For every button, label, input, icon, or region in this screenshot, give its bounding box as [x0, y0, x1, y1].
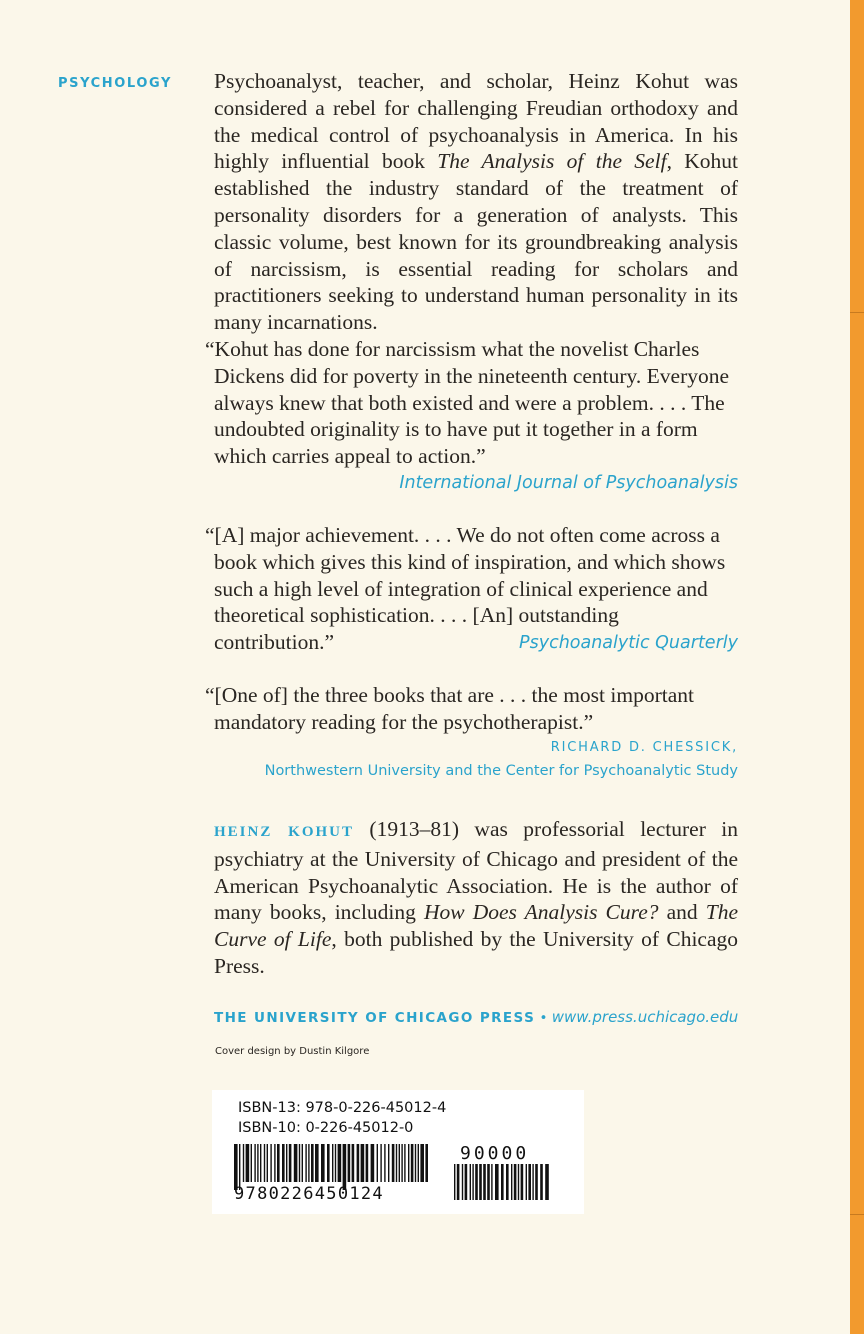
category-label: PSYCHOLOGY [58, 76, 172, 91]
barcode-bar [315, 1144, 319, 1182]
barcode-bar [491, 1164, 492, 1200]
barcode-bar [404, 1144, 405, 1182]
review-quote-1 [205, 336, 738, 496]
barcode-bar [425, 1144, 428, 1182]
quote-source-affiliation: Northwestern University and the Center for Psychoanalytic Study [264, 762, 738, 779]
barcode-panel [212, 1090, 584, 1214]
barcode-bar [384, 1144, 385, 1182]
barcode-bar [366, 1144, 369, 1182]
barcode-bar [545, 1164, 549, 1200]
barcode-bar [286, 1144, 287, 1182]
barcode-bar [418, 1144, 419, 1182]
barcode-bar [388, 1144, 389, 1182]
barcode-bar [399, 1144, 400, 1182]
barcode-bar [528, 1164, 531, 1200]
barcode-bar [472, 1164, 473, 1200]
review-quote-2 [205, 522, 738, 656]
barcode-bar [377, 1144, 378, 1182]
price-code: 90000 [460, 1143, 530, 1164]
barcode-bar [257, 1144, 258, 1182]
barcode-bar [357, 1144, 360, 1182]
book-title: The Analysis of the Self [437, 149, 667, 174]
barcode-bar [264, 1144, 265, 1182]
barcode-bar [462, 1164, 463, 1200]
barcode-bar [514, 1164, 517, 1200]
author-bio-text [214, 816, 738, 980]
barcode-bar [289, 1144, 292, 1182]
quote-text: “Kohut has done for narcissism what the novelist Charles Dickens did for poverty in the nineteenth century. Everyone always knew that both existed and were a problem. . . . The undoubted originality is to have put it together in a form which carries appeal to action.” [205, 337, 730, 469]
barcode-bar [267, 1144, 268, 1182]
barcode-bar [454, 1164, 455, 1200]
barcode-bar [532, 1164, 533, 1200]
review-quote-3 [205, 682, 738, 782]
barcode-bar [380, 1144, 381, 1182]
barcode-bar [487, 1164, 490, 1200]
quote-source: International Journal of Psychoanalysis [399, 472, 738, 493]
barcode-bar [270, 1144, 271, 1182]
ean-digits: 9780226450124 [234, 1184, 384, 1204]
author-name: HEINZ KOHUT [214, 824, 354, 840]
barcode-bar [420, 1144, 424, 1182]
barcode-bar [518, 1164, 519, 1200]
barcode-bar [308, 1144, 309, 1182]
isbn13-label: ISBN-13: 978-0-226-45012-4 [238, 1100, 447, 1116]
barcode-bar [282, 1144, 285, 1182]
barcode-bar [483, 1164, 486, 1200]
barcode-bar [408, 1144, 409, 1182]
barcode-bar [415, 1144, 416, 1182]
barcode-bar [254, 1144, 255, 1182]
barcode-bar [352, 1144, 355, 1182]
publisher-line [214, 1008, 738, 1026]
quote-source: Psychoanalytic Quarterly [519, 632, 738, 653]
author-bio [214, 816, 738, 980]
barcode-bar [392, 1144, 395, 1182]
book-title: How Does Analysis Cure? [424, 900, 659, 925]
barcode-bar [457, 1164, 460, 1200]
barcode-bar [396, 1144, 397, 1182]
price-addon-barcode [454, 1164, 550, 1200]
book-title: The Curve of Life [214, 900, 738, 952]
barcode-bar [501, 1164, 504, 1200]
description-part: Psychoanalyst, teacher, and scholar, Heinz Kohut was considered a rebel for challenging Freudian orthodoxy and the medical control of psychoanalysis in America. In his highly influential book [214, 69, 738, 174]
barcode-bar [540, 1164, 543, 1200]
barcode-bar [475, 1164, 478, 1200]
barcode-bar [511, 1164, 512, 1200]
barcode-bar [495, 1164, 499, 1200]
barcode-bar [411, 1144, 414, 1182]
barcode-bar [260, 1144, 261, 1182]
bio-part: and [658, 900, 706, 925]
separator-dot: • [539, 1010, 548, 1026]
barcode-bar [332, 1144, 333, 1182]
barcode-bar [470, 1164, 471, 1200]
barcode-bar [361, 1144, 365, 1182]
barcode-bar [311, 1144, 314, 1182]
quote-source-name: RICHARD D. CHESSICK, [550, 739, 738, 755]
barcode-bar [335, 1144, 336, 1182]
description-text [214, 68, 738, 336]
cover-credit: Cover design by Dustin Kilgore [215, 1046, 370, 1057]
barcode-bar [338, 1144, 342, 1182]
barcode-bar [251, 1144, 252, 1182]
spine-tick [850, 312, 864, 313]
barcode-bar [299, 1144, 300, 1182]
barcode-bar [535, 1164, 538, 1200]
barcode-bar [348, 1144, 351, 1182]
publisher-name: THE UNIVERSITY OF CHICAGO PRESS [214, 1010, 536, 1026]
barcode-bar [327, 1144, 330, 1182]
quote-text: “[A] major achievement. . . . We do not often come across a book which gives this kind of inspiration, and which shows such a high level of integration of clinical experience and theoretical sophistication. . . . [An] outstanding contribution.” [205, 523, 726, 655]
barcode-bar [465, 1164, 468, 1200]
barcode-bar [371, 1144, 375, 1182]
barcode-bar [302, 1144, 303, 1182]
description-part: , Kohut established the industry standard of the treatment of personality disorders for a generation of analysts. This classic volume, best known for its groundbreaking analysis of narcissism, is essential reading for scholars and practitioners seeking to understand human personality in its many incarnations. [214, 149, 739, 335]
barcode-bar [305, 1144, 306, 1182]
barcode-bar [274, 1144, 275, 1182]
barcode-bar [401, 1144, 402, 1182]
spine-edge [850, 0, 864, 1334]
barcode-bar [277, 1144, 280, 1182]
book-description [214, 68, 738, 336]
barcode-bar [526, 1164, 527, 1200]
spine-tick [850, 1214, 864, 1215]
barcode-bar [321, 1144, 325, 1182]
bio-part: , both published by the University of Chicago Press. [214, 927, 739, 978]
barcode-bar [479, 1164, 482, 1200]
barcode-bar [294, 1144, 298, 1182]
barcode-bar [506, 1164, 509, 1200]
isbn10-label: ISBN-10: 0-226-45012-0 [238, 1120, 414, 1136]
barcode-bar [246, 1144, 250, 1182]
publisher-url[interactable]: www.press.uchicago.edu [551, 1008, 739, 1026]
bio-part: (1913–81) was professorial lecturer in psychiatry at the University of Chicago and president of the American Psychoanalytic Association. He is the author of many books, including [214, 817, 739, 925]
barcode-bar [521, 1164, 524, 1200]
barcode-bar [243, 1144, 244, 1182]
quote-text: “[One of] the three books that are . . . the most important mandatory reading for the psychotherapist.” [205, 683, 694, 734]
